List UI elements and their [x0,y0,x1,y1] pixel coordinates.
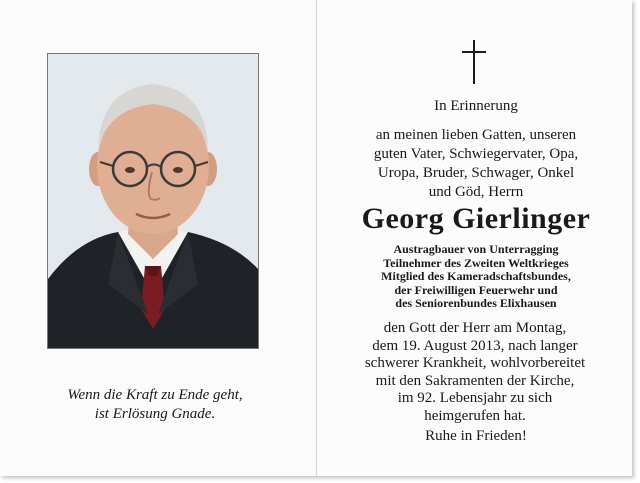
closing-line: schwerer Krankheit, wohlvorbereitet [364,355,586,371]
portrait-illustration [48,54,258,348]
role-line: Mitglied des Kameradschaftsbundes, [381,269,571,283]
intro-heading: In Erinnerung [434,98,518,114]
intro-line: und Göd, Herrn [428,184,524,200]
closing-line: im 92. Lebensjahr zu sich [397,390,553,406]
role-line: Teilnehmer des Zweiten Weltkrieges [383,255,569,270]
intro-text [340,126,612,202]
roles-list [340,243,612,311]
closing-line: mit den Sakramenten der Kirche, [375,372,575,389]
role-line: Austragbauer von Unterragging [393,242,559,256]
portrait-photo [47,53,259,349]
intro-line: an meinen lieben Gatten, unseren [375,127,577,143]
closing-line: dem 19. August 2013, nach langer [372,337,578,354]
intro-line: Uropa, Bruder, Schwager, Onkel [377,165,575,181]
deceased-name: Georg Gierlinger [361,202,591,235]
closing-line: den Gott der Herr am Montag, [383,320,567,336]
closing-line: heimgerufen hat. [424,407,526,424]
left-page [0,0,317,476]
intro-line: guten Vater, Schwiegervater, Opa, [373,146,579,162]
role-line: des Seniorenbundes Elixhausen [395,296,557,310]
quote-line: Wenn die Kraft zu Ende geht, [67,387,243,403]
role-line: der Freiwilligen Feuerwehr und [394,282,558,297]
memorial-quote [30,386,280,424]
farewell-text: Ruhe in Frieden! [425,428,527,444]
latin-cross-icon [462,40,486,84]
closing-text [350,320,600,425]
quote-line: ist Erlösung Gnade. [94,406,216,422]
